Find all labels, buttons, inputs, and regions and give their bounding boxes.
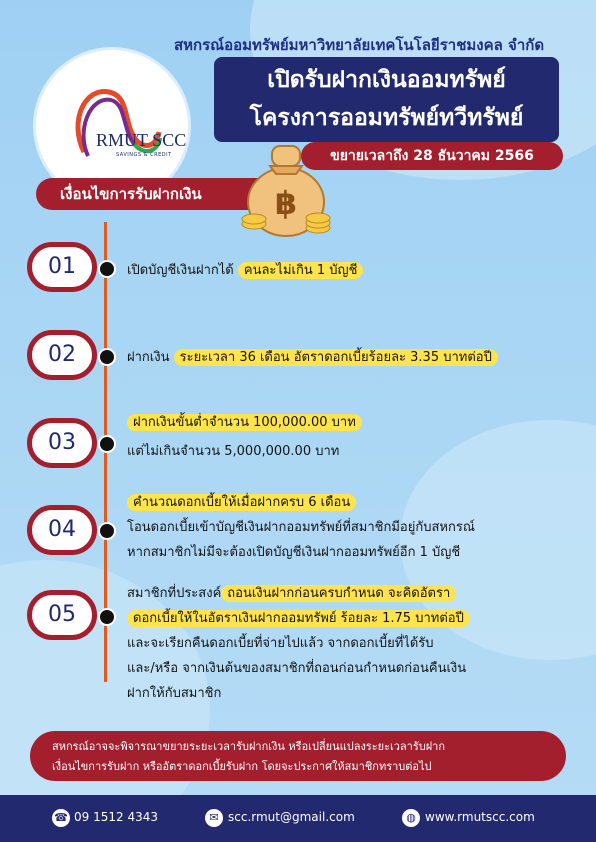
step-text-highlight: ดอกเบี้ยให้ในอัตราเงินฝากออมทรัพย์ ร้อยละ 1.75 บาทต่อปี xyxy=(127,610,470,627)
phone-number[interactable]: 09 1512 4343 xyxy=(74,810,158,824)
logo-tagline: SAVINGS & CREDIT xyxy=(116,152,172,158)
disclaimer-box xyxy=(30,731,566,781)
step-text xyxy=(127,607,470,628)
headline-line-2: โครงการออมทรัพย์ทวีทรัพย์ xyxy=(249,105,524,131)
step-badge: 03 xyxy=(27,418,97,468)
logo-swoosh-icon xyxy=(64,82,164,172)
step-text xyxy=(127,491,356,512)
step-badge: 02 xyxy=(27,330,97,380)
step-text-plain: ฝากเงิน xyxy=(127,350,174,365)
step-text-plain: เปิดบัญชีเงินฝากได้ xyxy=(127,263,238,278)
step-badge: 05 xyxy=(27,590,97,640)
step-text xyxy=(127,657,466,678)
step-text xyxy=(127,259,363,280)
headline-box xyxy=(214,57,559,142)
email-link[interactable]: scc.rmut@gmail.com xyxy=(228,810,355,824)
step-text-plain: และจะเรียกคืนดอกเบี้ยที่จ่ายไปแล้ว จากดอกเบี้ยที่ได้รับ xyxy=(127,636,434,651)
step-text-plain: แต่ไม่เกินจำนวน 5,000,000.00 บาท xyxy=(127,444,340,459)
step-text-highlight: คนละไม่เกิน 1 บัญชี xyxy=(238,262,364,279)
step-text xyxy=(127,682,221,703)
conditions-label: เงื่อนไขการรับฝากเงิน xyxy=(36,178,276,210)
step-badge: 01 xyxy=(27,242,97,292)
step-text-highlight: คำนวณดอกเบี้ยให้เมื่อฝากครบ 6 เดือน xyxy=(127,494,356,511)
disclaimer-line-2: เงื่อนไขการรับฝาก หรืออัตราดอกเบี้ยรับฝาก โดยจะประกาศให้สมาชิกทราบต่อไป xyxy=(52,760,432,773)
step-text-highlight: ระยะเวลา 36 เดือน อัตราดอกเบี้ยร้อยละ 3.35 บาทต่อปี xyxy=(174,349,498,366)
money-bag-icon xyxy=(240,140,332,240)
step-text xyxy=(127,516,475,537)
logo-title: RMUT SCC xyxy=(96,130,187,150)
step-text xyxy=(127,632,434,653)
timeline-dot xyxy=(98,608,116,626)
mail-icon: ✉ xyxy=(205,809,223,827)
step-text-plain: และ/หรือ จากเงินต้นของสมาชิกที่ถอนก่อนกำหนดก่อนคืนเงิน xyxy=(127,661,467,676)
phone-icon: ☎ xyxy=(52,809,70,827)
footer-bar xyxy=(0,795,596,842)
step-text-highlight: ฝากเงินขั้นต่ำจำนวน 100,000.00 บาท xyxy=(127,414,362,431)
step-text-highlight: ถอนเงินฝากก่อนครบกำหนด จะคิดอัตรา xyxy=(221,585,456,602)
cooperative-name: สหกรณ์ออมทรัพย์มหาวิทยาลัยเทคโนโลยีราชมงคล จำกัด xyxy=(174,36,545,54)
timeline-dot xyxy=(98,348,116,366)
step-text-plain: สมาชิกที่ประสงค์ xyxy=(127,586,222,601)
timeline-dot xyxy=(98,522,116,540)
step-text-plain: โอนดอกเบี้ยเข้าบัญชีเงินฝากออมทรัพย์ที่สมาชิกมีอยู่กับสหกรณ์ xyxy=(127,520,475,535)
step-text-plain: ฝากให้กับสมาชิก xyxy=(127,686,222,701)
headline-line-1: เปิดรับฝากเงินออมทรัพย์ xyxy=(267,67,506,93)
disclaimer-line-1: สหกรณ์อาจจะพิจารณาขยายระยะเวลารับฝากเงิน หรือเปลี่ยนแปลงระยะเวลารับฝาก xyxy=(52,740,446,753)
step-text xyxy=(127,411,362,432)
timeline-dot xyxy=(98,260,116,278)
step-text xyxy=(127,440,339,461)
step-text xyxy=(127,582,456,603)
step-text-plain: หากสมาชิกไม่มีจะต้องเปิดบัญชีเงินฝากออมทรัพย์อีก 1 บัญชี xyxy=(127,545,461,560)
step-text xyxy=(127,346,498,367)
step-badge: 04 xyxy=(27,505,97,555)
step-text xyxy=(127,541,460,562)
website-link[interactable]: www.rmutscc.com xyxy=(425,810,535,824)
baht-symbol: ฿ xyxy=(274,184,298,222)
deadline-badge: ขยายเวลาถึง 28 ธันวาคม 2566 xyxy=(301,142,563,170)
globe-icon: ◍ xyxy=(402,809,420,827)
timeline-dot xyxy=(98,435,116,453)
